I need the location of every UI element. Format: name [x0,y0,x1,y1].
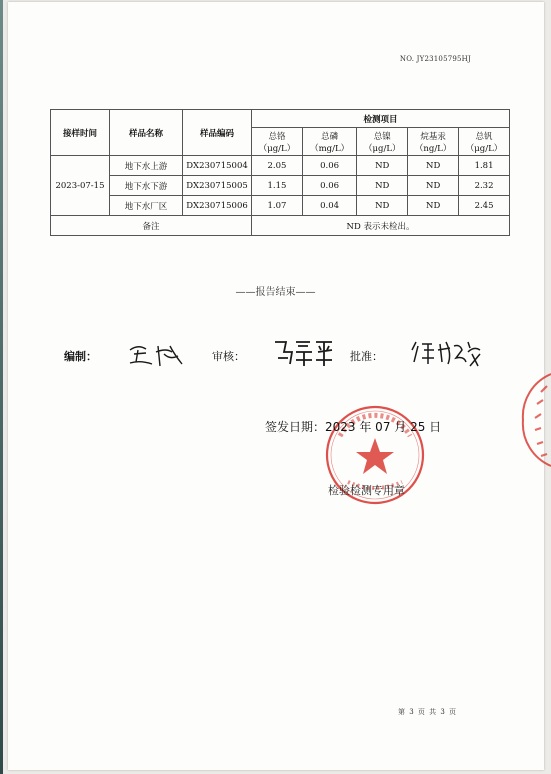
prepared-by-signature [126,340,188,370]
remark-row [51,216,510,236]
value-cell: 1.81 [459,156,510,176]
param-header: 烷基汞 （ng/L） [408,128,459,156]
header-sample-name: 样品名称 [110,110,183,156]
approve-signature [408,336,484,372]
value-cell: 2.05 [252,156,303,176]
report-end-note: ——报告结束—— [235,287,316,298]
page-number: 第 3 页 共 3 页 [398,708,458,716]
value-cell: 0.06 [302,156,356,176]
value-cell: ND [357,156,408,176]
value-cell: 0.06 [302,176,356,196]
value-cell: 1.07 [252,196,303,216]
value-cell: 0.04 [302,196,356,216]
sample-code: DX230715005 [183,176,252,196]
sample-code: DX230715004 [183,156,252,176]
header-test-items: 检测项目 [252,110,510,128]
review-signature [272,336,336,370]
remark-text: ND 表示未检出。 [252,216,510,236]
param-header: 总钒 （μg/L） [459,128,510,156]
value-cell: 1.15 [252,176,303,196]
header-sample-date: 接样时间 [51,110,110,156]
prepared-by-label: 编制： [64,350,97,363]
value-cell: ND [408,196,459,216]
edge-seal [511,370,551,470]
value-cell: ND [408,156,459,176]
sample-date: 2023-07-15 [51,156,110,216]
review-label: 审核： [212,350,245,363]
table-row [51,196,510,216]
sample-name: 地下水厂区 [110,196,183,216]
sample-name: 地下水上游 [110,156,183,176]
param-header: 总磷 （mg/L） [302,128,356,156]
value-cell: ND [357,176,408,196]
table-row [51,156,510,176]
seal-caption: 检验检测专用章 [328,484,405,497]
sample-code: DX230715006 [183,196,252,216]
header-sample-code: 样品编码 [183,110,252,156]
report-number: NO. JY23105795HJ [399,55,471,63]
value-cell: ND [408,176,459,196]
table-row [51,176,510,196]
sample-name: 地下水下游 [110,176,183,196]
approve-label: 批准： [350,350,383,363]
page-edge [0,0,3,774]
remark-label: 备注 [51,216,252,236]
issue-date: 签发日期：2023 年 07 月 25 日 [265,420,442,434]
test-results-table [50,109,510,236]
value-cell: 2.45 [459,196,510,216]
value-cell: ND [357,196,408,216]
param-header: 总镍 （μg/L） [357,128,408,156]
param-header: 总铬 （μg/L） [252,128,303,156]
value-cell: 2.32 [459,176,510,196]
